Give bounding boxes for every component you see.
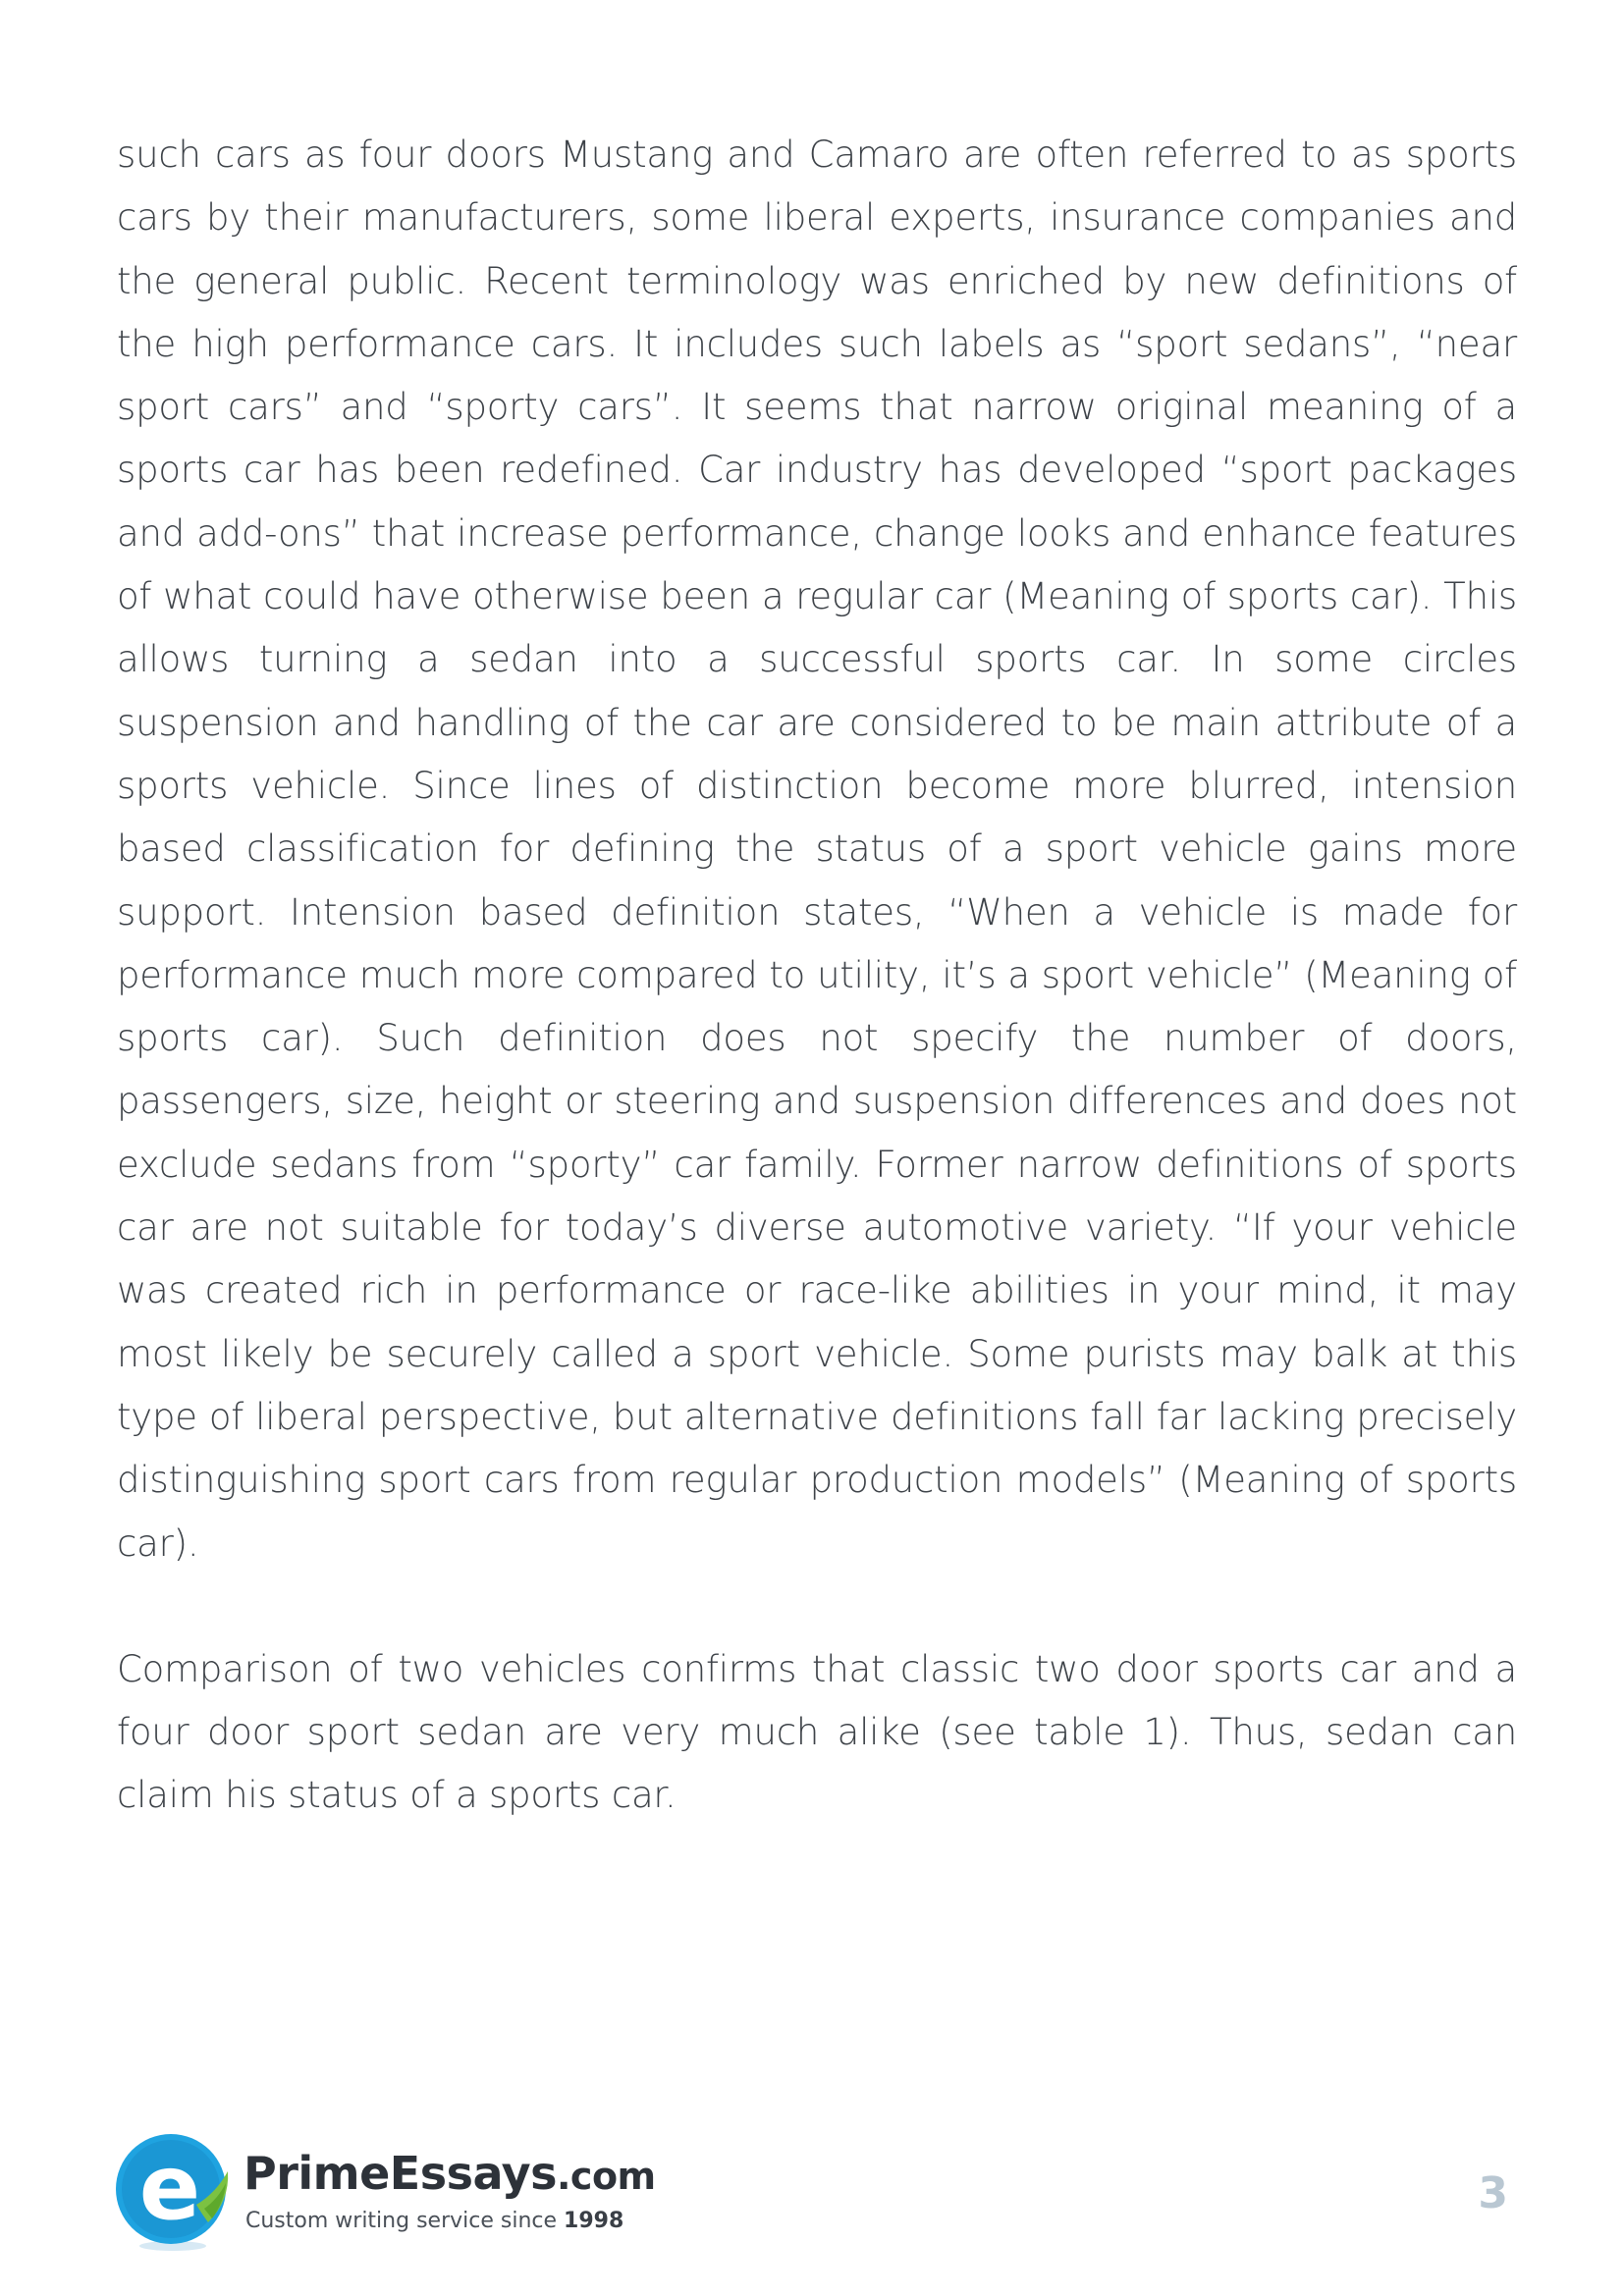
brand-name: PrimeEssays.com [244,2147,656,2200]
document-body [117,124,1517,1828]
page-footer [114,2132,1518,2260]
brand-tagline: Custom writing service since 1998 [245,2209,624,2233]
brand-logo [114,2132,656,2260]
paragraph-2: Comparison of two vehicles confirms that classic two door sports car and a four door sport sedan are very much alike (see table 1). Thus, sedan can claim his status of a sports car. [117,1647,1517,1817]
e-letter-logo-icon [114,2132,232,2255]
brand-suffix: .com [556,2155,656,2198]
page-number: 3 [1478,2168,1508,2218]
svg-text:e: e [138,2135,201,2240]
brand-tagline-year: 1998 [564,2209,624,2233]
paragraph-1: such cars as four doors Mustang and Camaro are often referred to as sports cars by their manufacturers, some liberal experts, insurance companies and the general public. Recent terminology was enriched by new definitions of the high performance cars. It includes such labels as “sport sedans”, “near sport cars” and “sporty cars”. It seems that narrow original meaning of a sports car has been redefined. Car industry has developed “sport packages and add-ons” that increase performance, change looks and enhance features of what could have otherwise been a regular car (Meaning of sports car). This allows turning a sedan into a successful sports car. In some circles suspension and handling of the car are considered to be main attribute of a sports vehicle. Since lines of distinction become more blurred, intension based classification for defining the status of a sport vehicle gains more support. Intension based definition states, “When a vehicle is made for performance much more compared to utility, it’s a sport vehicle” (Meaning of sports car). Such definition does not specify the number of doors, passengers, size, height or steering and suspension differences and does not exclude sedans from “sporty” car family. Former narrow definitions of sports car are not suitable for today’s diverse automotive variety. “If your vehicle was created rich in performance or race-like abilities in your mind, it may most likely be securely called a sport vehicle. Some purists may balk at this type of liberal perspective, but alternative definitions fall far lacking precisely distinguishing sport cars from regular production models” (Meaning of sports car). [117,133,1517,1565]
